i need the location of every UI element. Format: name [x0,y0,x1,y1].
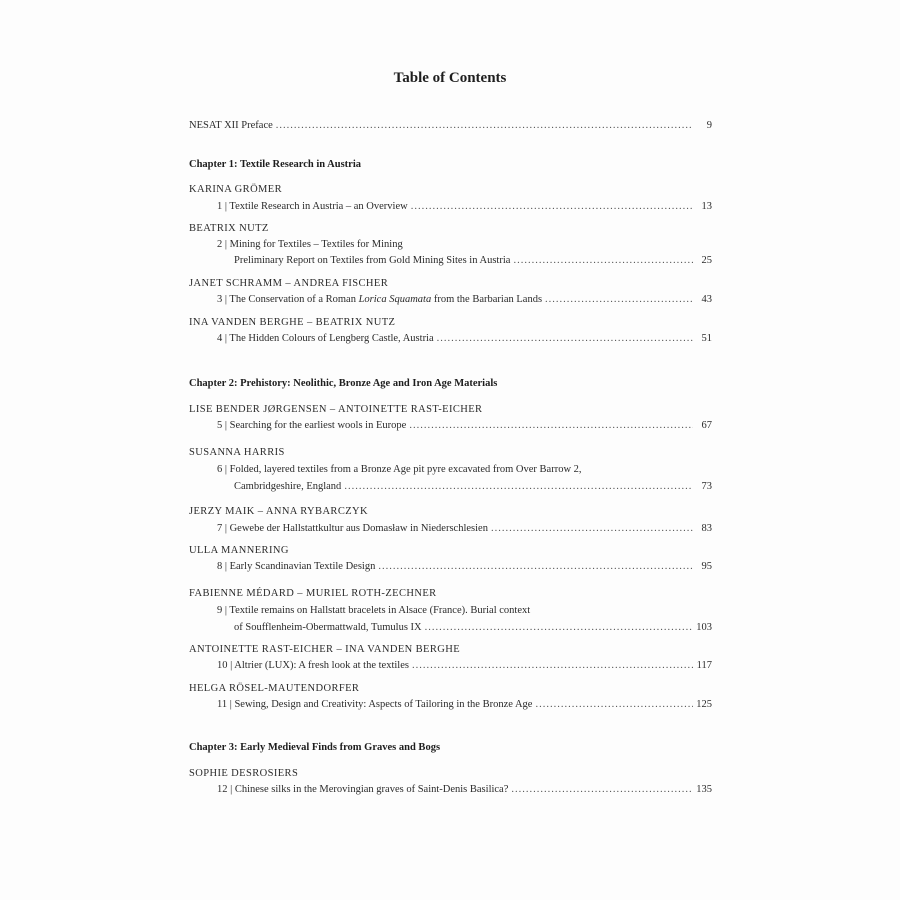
entry-title: 1 | Textile Research in Austria – an Overview [217,201,408,212]
toc-entry [234,621,712,635]
entry-author: HELGA RÖSEL-MAUTENDORFER [189,683,360,694]
entry-title: 3 | The Conservation of a Roman Lorica Squamata from the Barbarian Lands [217,294,543,305]
toc-entry [217,659,712,673]
entry-author: INA VANDEN BERGHE – BEATRIX NUTZ [189,317,396,328]
toc-entry [217,560,712,574]
entry-author: ANTOINETTE RAST-EICHER – INA VANDEN BERGHE [189,644,461,655]
dot-leader [344,480,693,494]
entry-title: 6 | Folded, layered textiles from a Bronze Age pit pyre excavated from Over Barrow 2, [217,464,582,475]
page-number: 13 [701,201,712,212]
entry-author: SUSANNA HARRIS [189,447,285,458]
entry-title-continued: of Soufflenheim-Obermattwald, Tumulus IX [234,622,422,633]
entry-title: NESAT XII Preface [189,120,273,131]
toc-entry [234,480,712,494]
page-title: Table of Contents [393,70,507,86]
page-number: 51 [701,333,712,344]
entry-title-continued: Preliminary Report on Textiles from Gold Mining Sites in Austria [234,255,511,266]
page-number: 43 [701,294,712,305]
chapter-heading: Chapter 2: Prehistory: Neolithic, Bronze Age and Iron Age Materials [189,378,498,389]
entry-author: FABIENNE MÉDARD – MURIEL ROTH-ZECHNER [189,588,437,599]
toc-entry [217,698,712,712]
dot-leader [276,119,693,133]
entry-author: BEATRIX NUTZ [189,223,269,234]
toc-entry [234,254,712,268]
dot-leader [412,659,693,673]
dot-leader [409,419,693,433]
entry-author: ULLA MANNERING [189,545,289,556]
entry-title: 2 | Mining for Textiles – Textiles for Mining [217,239,403,250]
dot-leader [535,698,693,712]
page-number: 83 [701,523,712,534]
entry-author: JANET SCHRAMM – ANDREA FISCHER [189,278,389,289]
entry-author: JERZY MAIK – ANNA RYBARCZYK [189,506,369,517]
entry-title: 7 | Gewebe der Hallstattkultur aus Domasław in Niederschlesien [217,523,488,534]
dot-leader [437,332,693,346]
entry-title: 10 | Altrier (LUX): A fresh look at the textiles [217,660,409,671]
dot-leader [513,254,693,268]
page-number: 9 [706,120,712,131]
entry-author: KARINA GRÖMER [189,184,282,195]
page-number: 67 [701,420,712,431]
page-number: 103 [696,622,712,633]
page-number: 95 [701,561,712,572]
toc-entry [217,200,712,214]
entry-author: LISE BENDER JØRGENSEN – ANTOINETTE RAST-EICHER [189,404,483,415]
dot-leader [545,293,693,307]
entry-title: 4 | The Hidden Colours of Lengberg Castle, Austria [217,333,434,344]
page-number: 125 [696,699,712,710]
toc-entry-preface [189,119,712,133]
entry-title: 12 | Chinese silks in the Merovingian graves of Saint-Denis Basilica? [217,784,509,795]
toc-entry [217,419,712,433]
dot-leader [425,621,693,635]
page-number: 117 [696,660,712,671]
entry-title-continued: Cambridgeshire, England [234,481,342,492]
page-number: 73 [701,481,712,492]
dot-leader [511,783,693,797]
dot-leader [491,522,693,536]
entry-title: 11 | Sewing, Design and Creativity: Aspects of Tailoring in the Bronze Age [217,699,533,710]
toc-entry [217,293,712,307]
page-number: 25 [701,255,712,266]
chapter-heading: Chapter 1: Textile Research in Austria [189,159,361,170]
chapter-heading: Chapter 3: Early Medieval Finds from Graves and Bogs [189,742,441,753]
dot-leader [378,560,693,574]
dot-leader [411,200,693,214]
entry-author: SOPHIE DESROSIERS [189,768,299,779]
entry-title: 9 | Textile remains on Hallstatt bracelets in Alsace (France). Burial context [217,605,531,616]
entry-title: 8 | Early Scandinavian Textile Design [217,561,376,572]
toc-entry [217,783,712,797]
toc-entry [217,332,712,346]
toc-entry [217,522,712,536]
entry-title: 5 | Searching for the earliest wools in Europe [217,420,407,431]
page-number: 135 [696,784,712,795]
